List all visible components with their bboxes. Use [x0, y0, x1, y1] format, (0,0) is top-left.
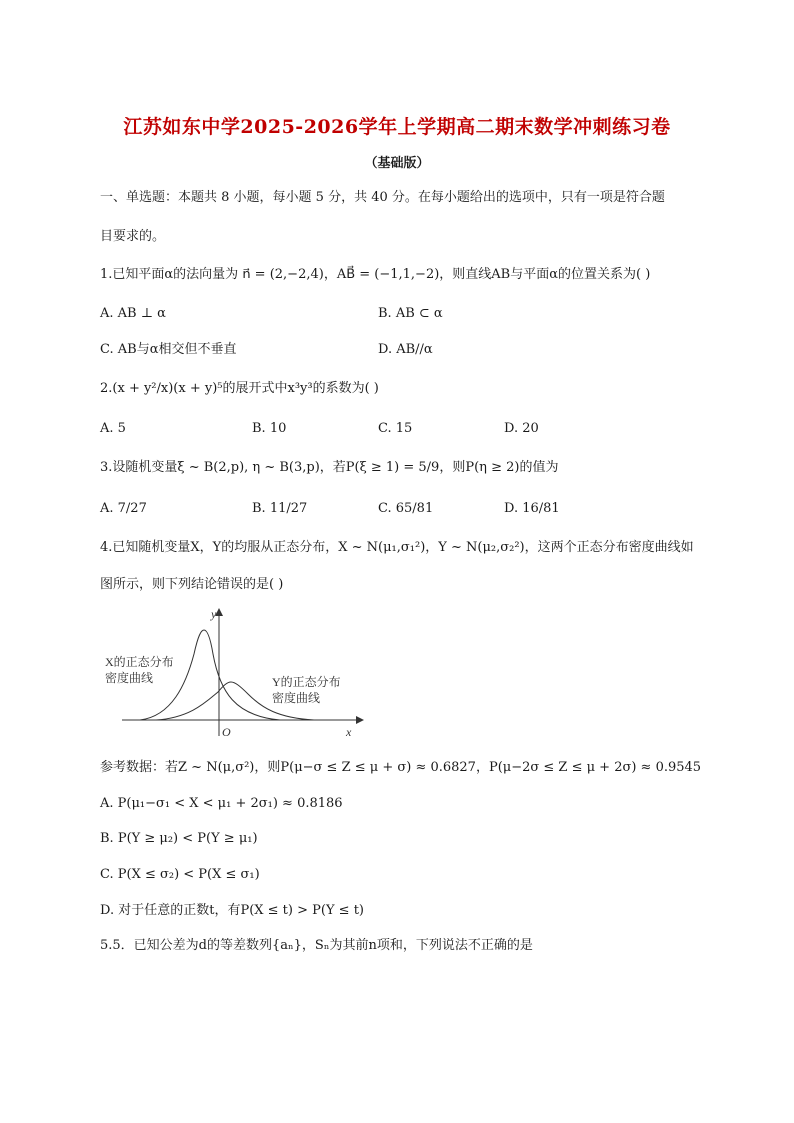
- page-title: 江苏如东中学2025-2026学年上学期高二期末数学冲刺练习卷: [123, 116, 671, 138]
- y-curve-label-line1: Y的正态分布: [272, 675, 341, 689]
- origin-label: O: [222, 725, 231, 739]
- question-4-option-a: A. P(μ₁−σ₁ < X < μ₁ + 2σ₁) ≈ 0.8186: [100, 796, 343, 811]
- question-2-option-c: C. 15: [378, 421, 413, 436]
- normal-distribution-figure: [100, 604, 370, 740]
- x-curve-label-line1: X的正态分布: [105, 655, 174, 669]
- question-1-stem: 1.已知平面α的法向量为 n⃗ = (2,−2,4)，AB⃗ = (−1,1,−2)，则直线AB与平面α的位置关系为( ): [100, 267, 651, 282]
- question-4-option-b: B. P(Y ≥ μ₂) < P(Y ≥ μ₁): [100, 831, 258, 846]
- question-4-reference-data: 参考数据：若Z ~ N(μ,σ²)，则P(μ−σ ≤ Z ≤ μ + σ) ≈ 0.6827，P(μ−2σ ≤ Z ≤ μ + 2σ) ≈ 0.9545: [100, 760, 702, 775]
- x-axis-label: x: [346, 725, 352, 739]
- x-density-curve: [140, 630, 280, 720]
- question-4-stem-line1: 4.已知随机变量X，Y的均服从正态分布，X ~ N(μ₁,σ₁²)，Y ~ N(μ₂,σ₂²)，这两个正态分布密度曲线如: [100, 540, 694, 555]
- question-3-option-a: A. 7/27: [100, 501, 147, 516]
- y-axis-label: y: [211, 607, 217, 621]
- question-4-stem-line2: 图所示，则下列结论错误的是( ): [100, 577, 284, 592]
- question-2-stem: 2.(x + y²/x)(x + y)⁵的展开式中x³y³的系数为( ): [100, 381, 379, 396]
- x-axis-arrow-icon: [356, 716, 364, 724]
- y-curve-label-line2: 密度曲线: [272, 691, 321, 705]
- question-4-option-d: D. 对于任意的正数t，有P(X ≤ t) > P(Y ≤ t): [100, 903, 364, 918]
- question-3-option-b: B. 11/27: [252, 501, 308, 516]
- section-instructions-line2: 目要求的。: [100, 229, 166, 244]
- question-4-option-c: C. P(X ≤ σ₂) < P(X ≤ σ₁): [100, 867, 260, 882]
- question-3-option-c: C. 65/81: [378, 501, 434, 516]
- question-1-option-c: C. AB与α相交但不垂直: [100, 342, 237, 357]
- question-2-option-b: B. 10: [252, 421, 287, 436]
- x-curve-label-line2: 密度曲线: [105, 671, 154, 685]
- question-1-option-d: D. AB//α: [378, 342, 433, 357]
- question-2-option-a: A. 5: [100, 421, 126, 436]
- page-subtitle: （基础版）: [364, 156, 430, 171]
- question-3-stem: 3.设随机变量ξ ~ B(2,p), η ~ B(3,p)，若P(ξ ≥ 1) = 5/9，则P(η ≥ 2)的值为: [100, 460, 559, 475]
- section-instructions-line1: 一、单选题：本题共 8 小题，每小题 5 分，共 40 分。在每小题给出的选项中，只有一项是符合题: [100, 190, 665, 205]
- question-3-option-d: D. 16/81: [504, 501, 560, 516]
- question-1-option-a: A. AB ⊥ α: [100, 306, 166, 321]
- question-1-option-b: B. AB ⊂ α: [378, 306, 443, 321]
- question-5-stem: 5.5．已知公差为d的等差数列{aₙ}，Sₙ为其前n项和，下列说法不正确的是: [100, 938, 533, 953]
- question-2-option-d: D. 20: [504, 421, 539, 436]
